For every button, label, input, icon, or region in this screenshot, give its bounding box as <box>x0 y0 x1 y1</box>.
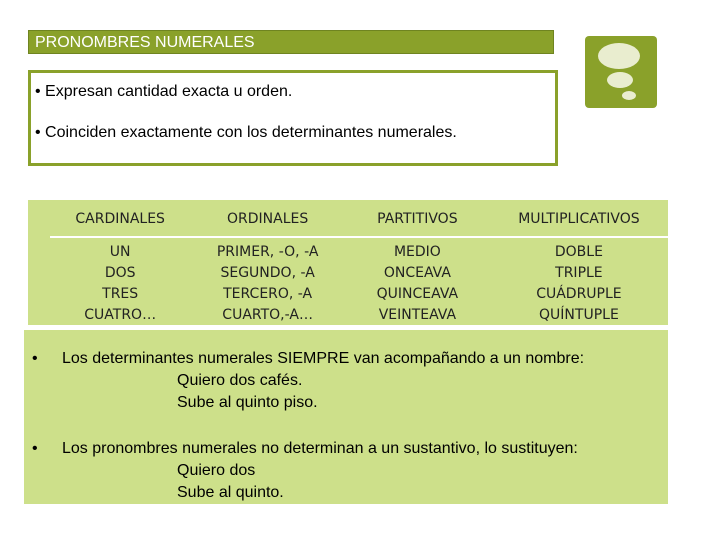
list-item: TERCERO, -A <box>223 286 313 302</box>
thought-bubble-icon <box>585 36 657 108</box>
list-item: PRIMER, -O, -A <box>216 244 319 260</box>
list-item: VEINTEAVA <box>378 307 457 323</box>
list-item: QUINCEAVA <box>376 286 459 302</box>
partitivos-cell <box>345 237 490 327</box>
intro-line-1: • Expresan cantidad exacta u orden. <box>35 83 293 100</box>
list-item: QUÍNTUPLE <box>539 307 619 323</box>
header-partitivos: PARTITIVOS <box>345 202 490 237</box>
list-item: CUÁDRUPLE <box>536 286 622 302</box>
slide-title: PRONOMBRES NUMERALES <box>28 30 554 54</box>
list-item: TRES <box>102 286 139 302</box>
list-item: TRIPLE <box>555 265 603 281</box>
list-item: SEGUNDO, -A <box>220 265 315 281</box>
header-cardinales: CARDINALES <box>50 202 190 237</box>
note-2-text: Los pronombres numerales no determinan a un sustantivo, lo sustituyen: <box>62 440 578 457</box>
intro-box <box>28 70 558 166</box>
note-1-example-2: Sube al quinto piso. <box>177 394 318 411</box>
header-multiplicativos: MULTIPLICATIVOS <box>490 202 668 237</box>
note-2-example-1: Quiero dos <box>177 462 256 479</box>
list-item: DOS <box>104 265 136 281</box>
note-1-text: Los determinantes numerales SIEMPRE van acompañando a un nombre: <box>62 350 585 367</box>
header-ordinales: ORDINALES <box>190 202 345 237</box>
intro-line-2: • Coinciden exactamente con los determinantes numerales. <box>35 124 457 141</box>
list-item: MEDIO <box>393 244 441 260</box>
table-row <box>50 237 668 327</box>
cardinales-cell <box>50 237 190 327</box>
list-item: UN <box>109 244 131 260</box>
ordinales-cell <box>190 237 345 327</box>
multiplicativos-cell <box>490 237 668 327</box>
list-item: ONCEAVA <box>383 265 451 281</box>
bullet-marker: • <box>32 350 38 367</box>
list-item: CUARTO,-A… <box>222 307 313 323</box>
note-1-example-1: Quiero dos cafés. <box>177 372 303 389</box>
notes-box <box>24 330 668 504</box>
note-2-example-2: Sube al quinto. <box>177 484 284 501</box>
numerals-table <box>50 202 668 327</box>
list-item: CUATRO… <box>84 307 157 323</box>
table-header-row <box>50 202 668 237</box>
list-item: DOBLE <box>554 244 603 260</box>
bullet-marker: • <box>32 440 38 457</box>
